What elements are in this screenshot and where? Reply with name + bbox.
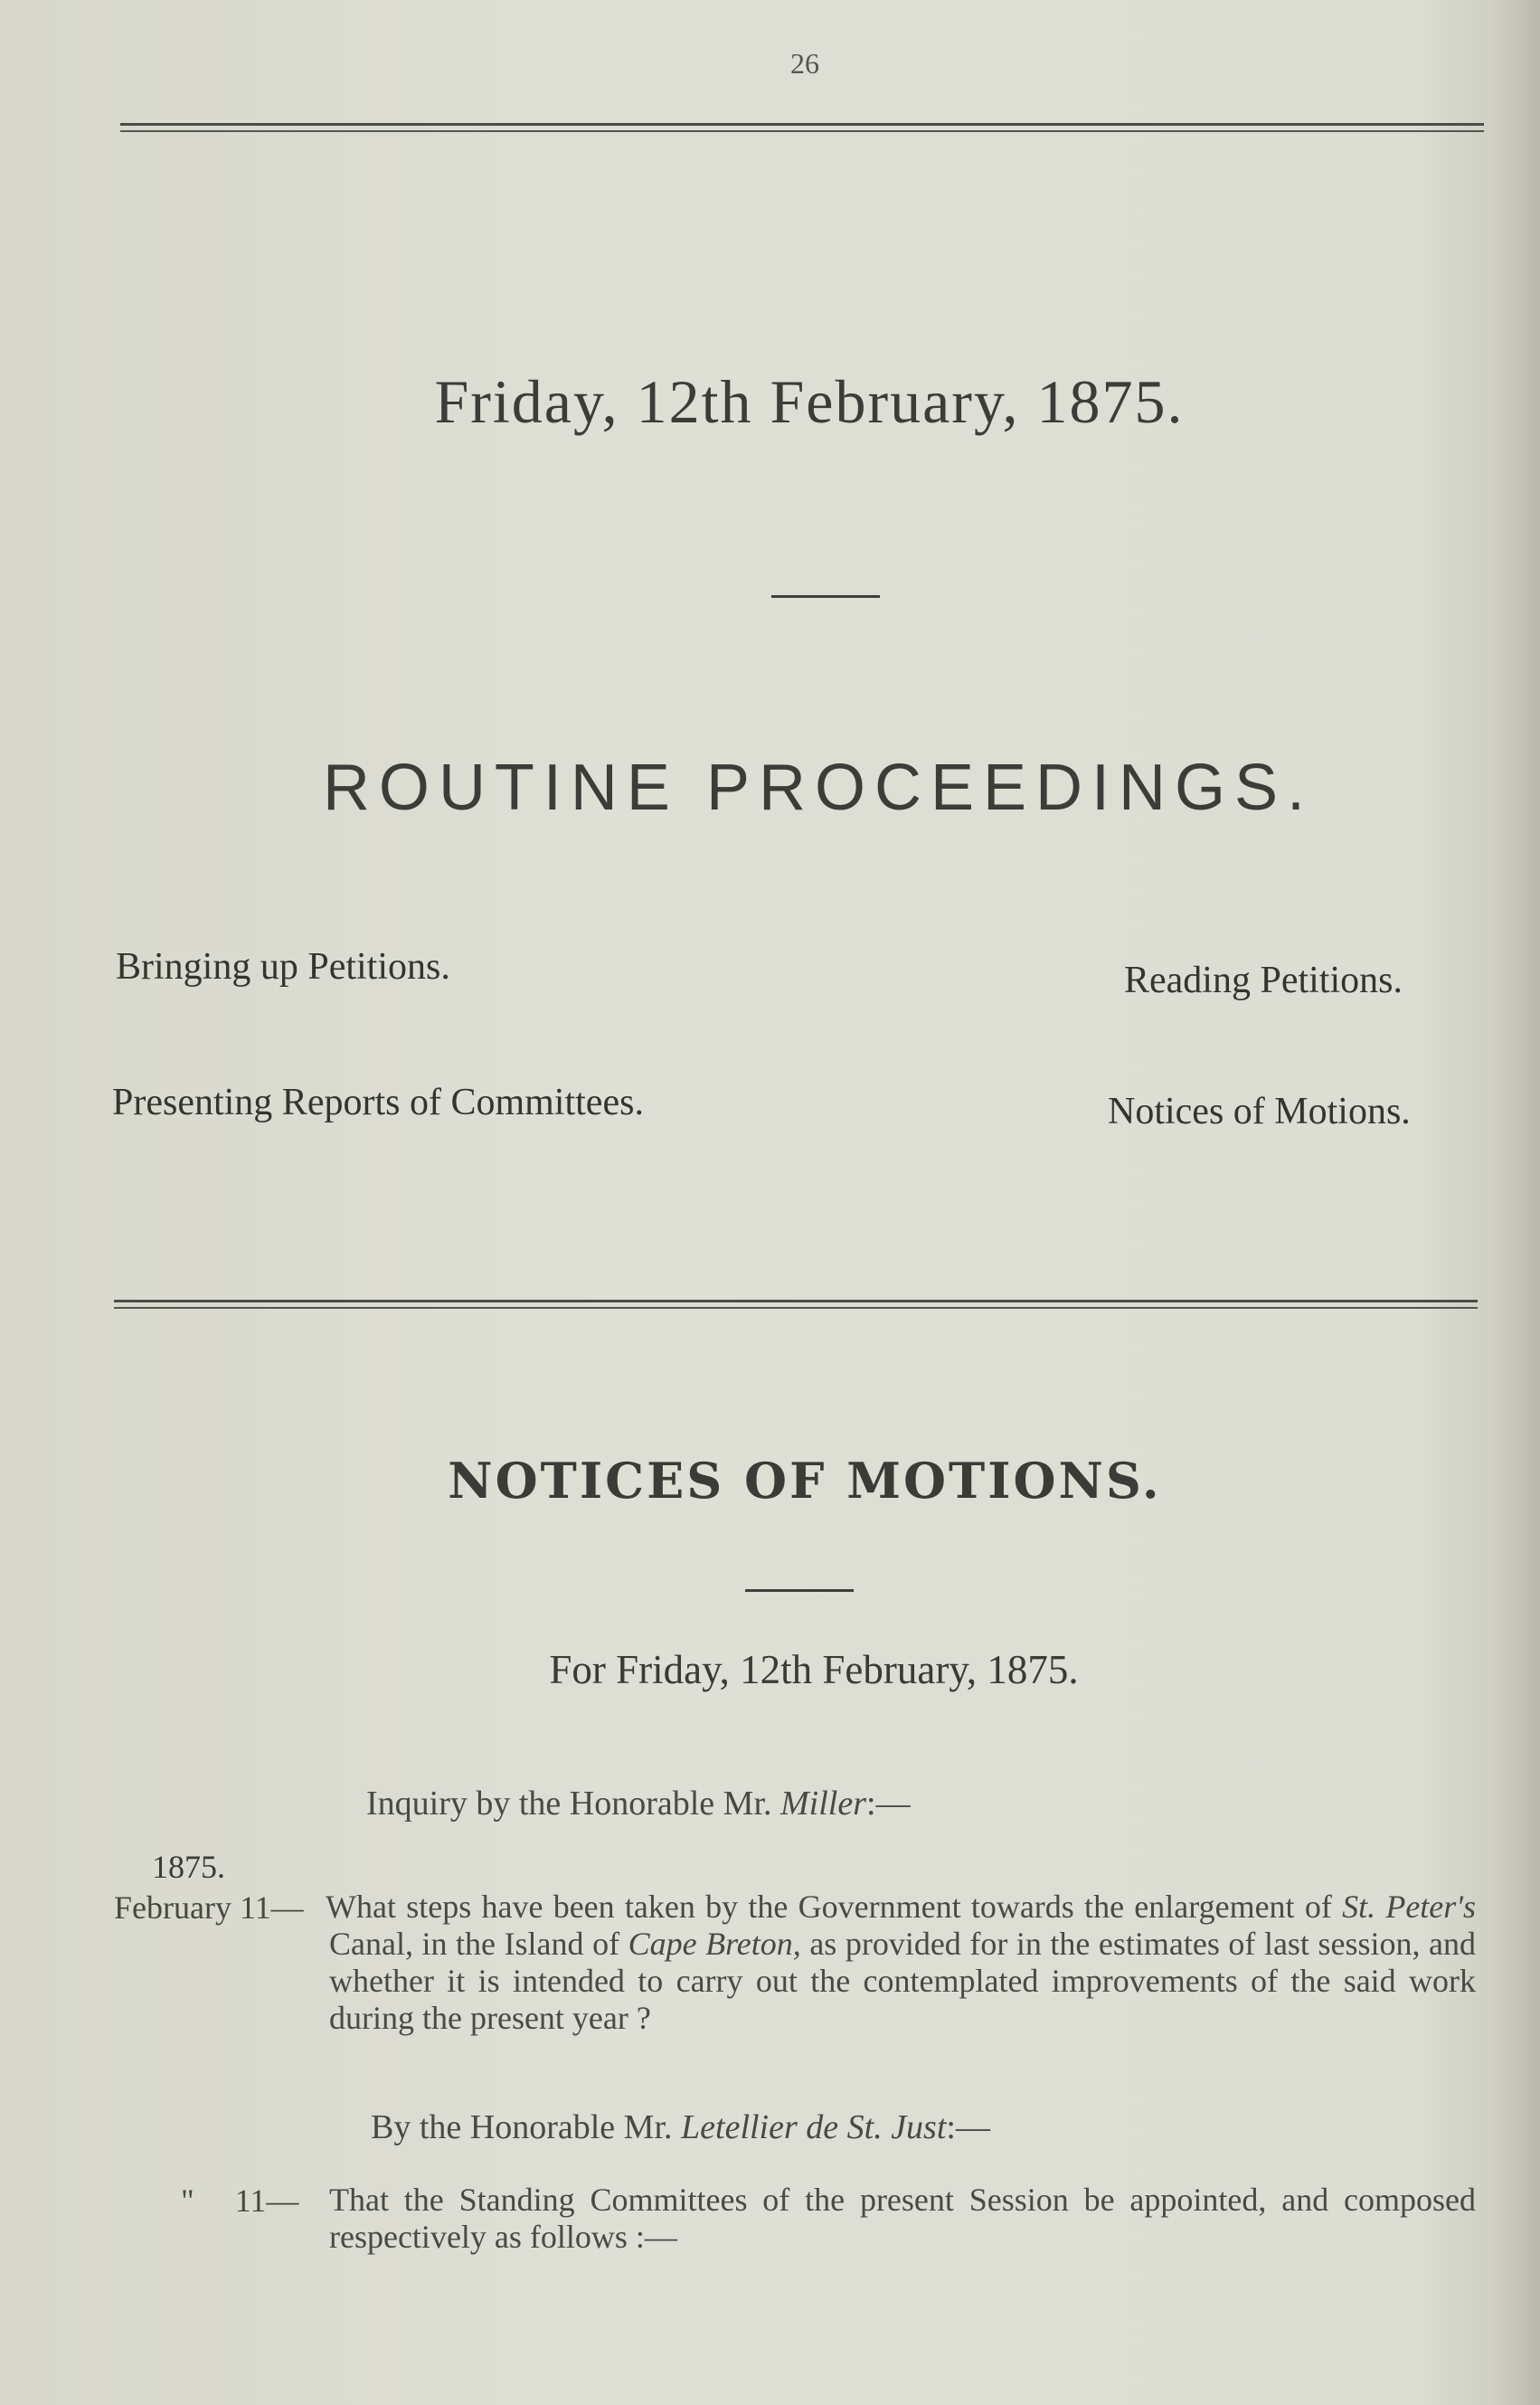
motion-1-place-st-peters: St. Peter's [1342,1889,1477,1925]
inquiry-letellier [371,2107,990,2147]
routine-item-bringing-petitions: Bringing up Petitions. [116,946,450,988]
motion-1-text [326,1889,1477,2037]
inquiry-letellier-prefix: By the Honorable Mr. [371,2108,682,2146]
margin-year: 1875. [152,1849,225,1885]
date-heading: Friday, 12th February, 1875. [434,367,1185,436]
routine-item-notices-of-motions: Notices of Motions. [1108,1091,1411,1132]
top-double-rule [120,123,1484,132]
routine-proceedings-heading: ROUTINE PROCEEDINGS. [322,752,1315,824]
short-divider-2 [745,1589,854,1592]
short-divider-1 [771,595,880,598]
motion-2-date-ref: " 11— [181,2182,299,2219]
motion-1-part-1: What steps have been taken by the Government towards the enlargement of [326,1889,1343,1925]
page-number: 26 [790,47,819,80]
routine-item-reading-petitions: Reading Petitions. [1124,960,1403,1001]
inquiry-letellier-suffix: :— [946,2108,990,2146]
motion-1-place-cape-breton: Cape Breton, [628,1926,801,1962]
inquiry-miller-prefix: Inquiry by the Honorable Mr. [366,1785,781,1823]
inquiry-letellier-name: Letellier de St. Just [681,2108,947,2146]
routine-item-presenting-reports: Presenting Reports of Committees. [112,1082,644,1123]
middle-double-rule [114,1300,1478,1309]
motion-1-part-3: as provided for in the estimates of last session, and whether it is intended to carry out the contemplated improvements of the said work during the present year ? [329,1926,1476,2036]
motion-1-date-ref: February 11— [114,1889,304,1926]
motion-2-text: That the Standing Committees of the present Session be appointed, and composed respectively as follows :— [329,2182,1476,2255]
notices-of-motions-heading: NOTICES OF MOTIONS. [448,1452,1162,1510]
inquiry-miller [366,1784,911,1823]
inquiry-miller-suffix: :— [866,1785,911,1823]
notices-for-date: For Friday, 12th February, 1875. [549,1647,1079,1692]
motion-1-part-2: Canal, in the Island of [329,1926,628,1962]
inquiry-miller-name: Miller [780,1785,867,1823]
